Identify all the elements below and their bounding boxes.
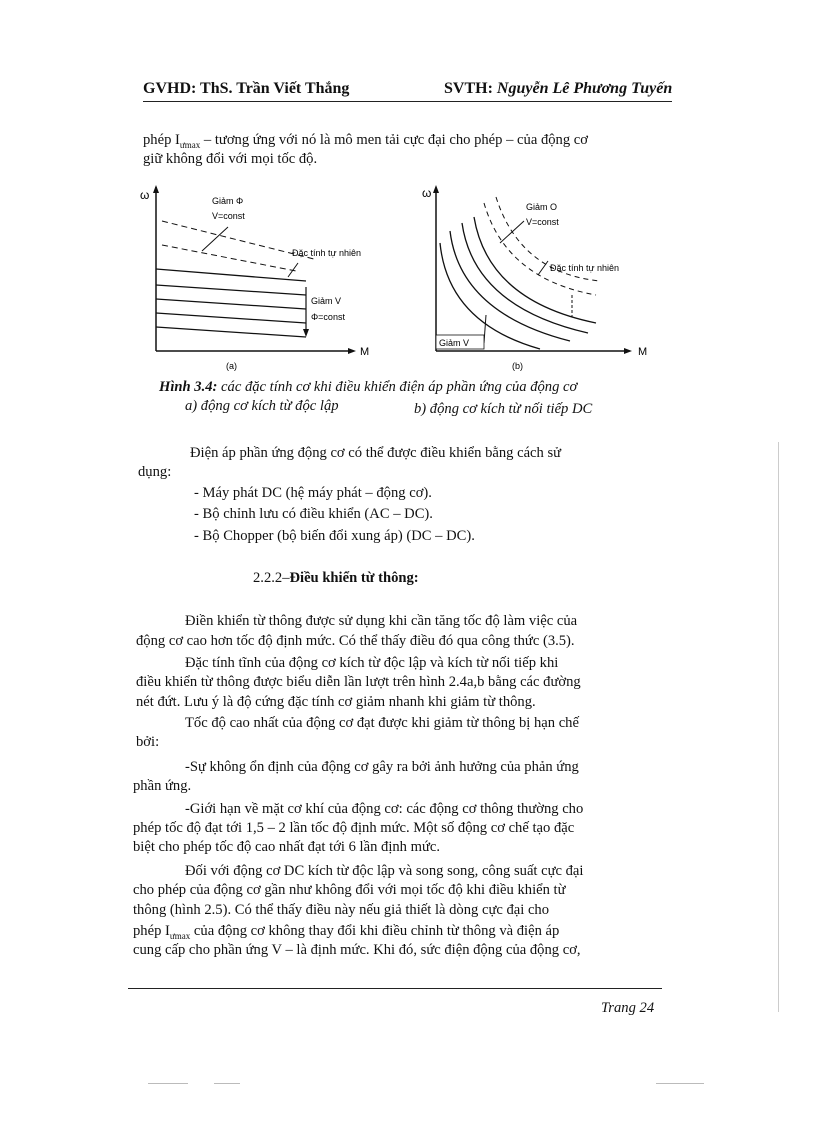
figure-caption-text: các đặc tính cơ khi điều khiển điện áp phần ứng của động cơ [217, 379, 578, 395]
header-supervisor: GVHD: ThS. Trần Viết Thắng [143, 80, 350, 97]
footer-rule [128, 988, 662, 989]
body2-line-7: bởi: [136, 734, 160, 750]
intro-subscript: ưmax [179, 139, 201, 150]
figure-a-label-vconst: V=const [212, 211, 245, 221]
intro-line-2: giữ không đổi với mọi tốc độ. [143, 151, 318, 167]
figure-b-natural-pointer [538, 261, 548, 275]
figure-a-x-label: M [360, 346, 370, 358]
figure-a-label-fluxconst: Φ=const [311, 312, 345, 322]
body2-line-16-a: phép I [133, 923, 170, 939]
figure-a-dashed-line-2 [162, 245, 296, 271]
figure-caption [159, 379, 577, 396]
figure-caption-sub-a: a) động cơ kích từ độc lập [185, 398, 339, 414]
figure-b-y-label: ω [422, 186, 432, 200]
figure-b-label-natural: Đặc tính tự nhiên [550, 263, 620, 273]
figure-a-y-label: ω [140, 188, 150, 202]
figure-a-natural-pointer [288, 263, 298, 277]
body2-line-6: Tốc độ cao nhất của động cơ đạt được khi giảm từ thông bị hạn chế [185, 715, 579, 731]
body1-list-item-3: - Bộ Chopper (bộ biến đổi xung áp) (DC – DC). [194, 528, 475, 544]
body2-line-17: cung cấp cho phần ứng V – là định mức. Khi đó, sức điện động của động cơ, [133, 942, 581, 958]
figure-b-label-vconst: V=const [526, 217, 559, 227]
figure-a-tag: (a) [226, 361, 237, 371]
scan-mark-1 [148, 1083, 188, 1084]
figure-a-volt-line-1 [156, 285, 306, 295]
figure-b-tag: (b) [512, 361, 523, 371]
header-rule [143, 101, 672, 102]
figure-a-volt-line-2 [156, 299, 306, 309]
body2-line-13: Đối với động cơ DC kích từ độc lập và song song, công suất cực đại [185, 863, 584, 879]
figure-a-volt-arrowhead [303, 329, 309, 337]
intro-text-a: phép I [143, 132, 180, 148]
figure-b-label-volt: Giảm V [439, 338, 470, 348]
page-number: Trang 24 [601, 1000, 655, 1016]
body2-line-9: phần ứng. [133, 778, 192, 794]
scan-mark-2 [214, 1083, 240, 1084]
figure-a-x-arrow [348, 348, 356, 354]
section-title: Điều khiển từ thông: [289, 570, 419, 586]
scan-edge-line [778, 442, 779, 1012]
figure-a-y-arrow [153, 185, 159, 193]
body2-line-10: -Giới hạn về mặt cơ khí của động cơ: các động cơ thông thường cho [185, 801, 584, 817]
figure-a-label-volt: Giảm V [311, 296, 342, 306]
body2-line-3: Đặc tính tĩnh của động cơ kích từ độc lập và kích từ nối tiếp khi [185, 655, 559, 671]
figure-b-label-flux: Giảm O [526, 202, 558, 212]
figure-a [136, 183, 376, 373]
figure-b-y-arrow [433, 185, 439, 193]
body2-line-14: cho phép của động cơ gần như không đổi với mọi tốc độ khi điều khiển từ [133, 882, 566, 898]
figure-a-label-flux: Giảm Φ [212, 196, 244, 206]
body2-line-11: phép tốc độ đạt tới 1,5 – 2 lần tốc độ định mức. Một số động cơ chế tạo đặc [133, 820, 575, 836]
body1-line-2: dụng: [138, 464, 172, 480]
body2-line-16-b: của động cơ không thay đổi khi điều chỉnh từ thông và điện áp [190, 923, 560, 939]
body2-line-5: nét đứt. Lưu ý là độ cứng đặc tính cơ giảm nhanh khi giảm từ thông. [136, 694, 536, 710]
figure-a-volt-line-3 [156, 313, 306, 323]
intro-text-b: – tương ứng với nó là mô men tải cực đại cho phép – của động cơ [200, 132, 588, 148]
figure-caption-number: Hình 3.4: [159, 379, 218, 395]
scan-mark-3 [656, 1083, 704, 1084]
figure-b-flux-pointer [500, 221, 524, 243]
figure-b-x-arrow [624, 348, 632, 354]
body2-line-12: biệt cho phép tốc độ cao nhất đạt tới 6 lần định mức. [133, 839, 441, 855]
figure-a-natural-line [156, 269, 306, 281]
section-number: 2.2.2– [253, 570, 290, 586]
body2-line-2: động cơ cao hơn tốc độ định mức. Có thể thấy điều đó qua công thức (3.5). [136, 633, 575, 649]
figure-b [420, 183, 660, 373]
header-student [444, 80, 672, 98]
figure-a-volt-line-4 [156, 327, 306, 337]
body1-list-item-2: - Bộ chỉnh lưu có điều khiển (AC – DC). [194, 506, 433, 522]
figure-b-x-label: M [638, 346, 648, 358]
figure-caption-sub-b: b) động cơ kích từ nối tiếp DC [414, 401, 593, 417]
header-student-name: Nguyễn Lê Phương Tuyến [496, 80, 673, 97]
body2-line-16-subscript: ưmax [169, 930, 191, 941]
body2-line-4: điều khiển từ thông được biểu diễn lần lượt trên hình 2.4a,b bằng các đường [136, 674, 581, 690]
section-heading [253, 569, 419, 587]
body1-list-item-1: - Máy phát DC (hệ máy phát – động cơ). [194, 485, 432, 501]
body2-line-8: -Sự không ổn định của động cơ gây ra bởi ảnh hưởng của phản ứng [185, 759, 579, 775]
body2-line-15: thông (hình 2.5). Có thể thấy điều này nếu giả thiết là dòng cực đại cho [133, 902, 550, 918]
body2-line-1: Điền khiển từ thông được sử dụng khi cần tăng tốc độ làm việc của [185, 613, 578, 629]
figure-a-flux-pointer [202, 227, 228, 251]
figure-a-label-natural: Đặc tính tự nhiên [292, 248, 362, 258]
header-student-label: SVTH: [444, 80, 493, 97]
body1-line-1: Điện áp phần ứng động cơ có thể được điều khiển bằng cách sử [190, 445, 562, 461]
